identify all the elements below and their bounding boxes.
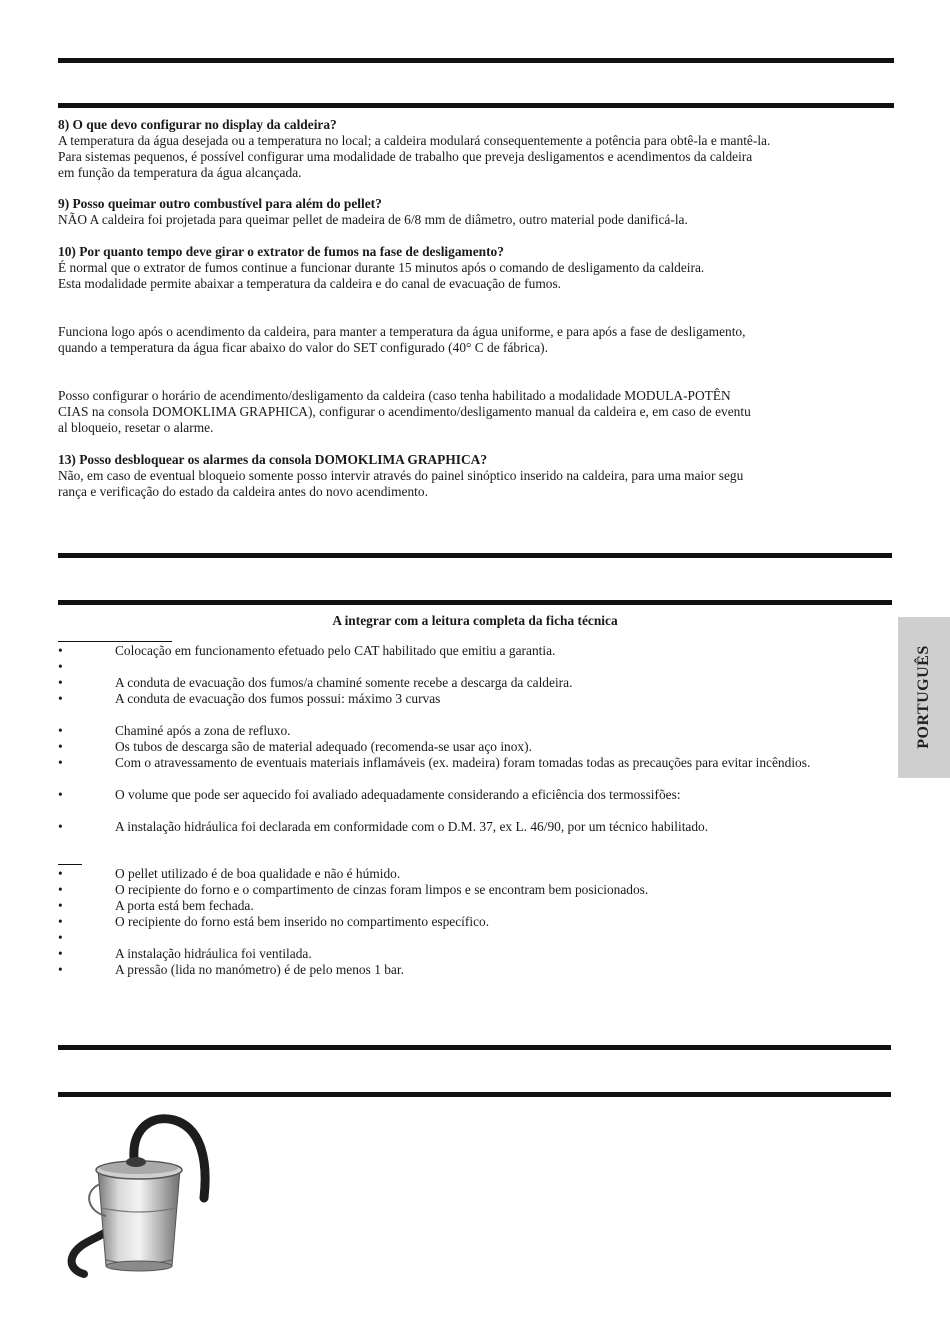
faq-question: 10) Por quanto tempo deve girar o extrator de fumos na fase de desligamento? <box>58 244 504 259</box>
faq-answer-line: A temperatura da água desejada ou a temperatura no local; a caldeira modulará consequentemente a potência para obtê-la e mantê-la. <box>58 133 771 148</box>
checklist-item-text: Com o atravessamento de eventuais materiais inflamáveis (ex. madeira) foram tomadas todas as precauções para evitar incêndios. <box>115 755 811 770</box>
ash-vacuum-illustration <box>62 1112 214 1278</box>
faq-item-12 <box>58 388 893 436</box>
bucket-base <box>106 1261 172 1271</box>
faq-item-13 <box>58 452 893 500</box>
section-rule-top-lower <box>58 103 894 108</box>
subsection-underline-installation <box>58 641 172 642</box>
subsection-underline-use <box>58 864 82 865</box>
bullet: • <box>58 739 63 754</box>
checklist-item-text: O recipiente do forno está bem inserido no compartimento específico. <box>115 914 490 929</box>
checklist-item-text: A porta está bem fechada. <box>115 898 254 913</box>
bullet: • <box>58 866 63 881</box>
bullet: • <box>58 659 63 674</box>
bucket-body <box>98 1170 180 1266</box>
faq-answer-line: NÃO A caldeira foi projetada para queimar pellet de madeira de 6/8 mm de diâmetro, outro material pode danificá-la. <box>58 212 688 227</box>
checklist-item-text: O volume que pode ser aquecido foi avaliado adequadamente considerando a eficiência dos termossifões: <box>115 787 681 802</box>
faq-answer-line: em função da temperatura da água alcançada. <box>58 165 302 180</box>
language-tab-label: PORTUGUÊS <box>915 645 932 749</box>
checklist-item-text: O recipiente do forno e o compartimento de cinzas foram limpos e se encontram bem posicionados. <box>115 882 649 897</box>
bullet: • <box>58 914 63 929</box>
faq-answer-line: Para sistemas pequenos, é possível configurar uma modalidade de trabalho que preveja desligamentos e acendimentos da caldeira <box>58 149 753 164</box>
faq-question: 8) O que devo configurar no display da caldeira? <box>58 117 337 132</box>
checklist-item-text: O pellet utilizado é de boa qualidade e não é húmido. <box>115 866 401 881</box>
faq-answer-line: É normal que o extrator de fumos continue a funcionar durante 15 minutos após o comando de desligamento da caldeira. <box>58 260 705 275</box>
faq-item-11 <box>58 324 893 356</box>
checklist-item-text: Os tubos de descarga são de material adequado (recomenda-se usar aço inox). <box>115 739 532 754</box>
faq-answer-line: quando a temperatura da água ficar abaixo do valor do SET configurado (40° C de fábrica). <box>58 340 548 355</box>
checklist-item-text: A pressão (lida no manómetro) é de pelo menos 1 bar. <box>115 962 404 977</box>
bullet: • <box>58 819 63 834</box>
bullet: • <box>58 755 63 770</box>
bullet: • <box>58 930 63 945</box>
faq-question: 13) Posso desbloquear os alarmes da consola DOMOKLIMA GRAPHICA? <box>58 452 488 467</box>
checklist-title: A integrar com a leitura completa da ficha técnica <box>332 613 618 628</box>
checklist-item-text: A conduta de evacuação dos fumos/a chaminé somente recebe a descarga da caldeira. <box>115 675 573 690</box>
language-tab <box>898 617 950 778</box>
bullet: • <box>58 691 63 706</box>
hose-lower <box>72 1232 106 1274</box>
faq-answer-line: Esta modalidade permite abaixar a temperatura da caldeira e do canal de evacuação de fumos. <box>58 276 562 291</box>
faq-answer-line: Posso configurar o horário de acendimento/desligamento da caldeira (caso tenha habilitado a modalidade MODULA-POTÊN <box>58 388 731 403</box>
faq-item-9 <box>58 196 893 228</box>
faq-answer-line: rança e verificação do estado da caldeira antes do novo acendimento. <box>58 484 428 499</box>
bullet: • <box>58 723 63 738</box>
bullet: • <box>58 787 63 802</box>
faq-item-10 <box>58 244 893 292</box>
faq-answer-line: al bloqueio, resetar o alarme. <box>58 420 214 435</box>
bullet: • <box>58 962 63 977</box>
bullet: • <box>58 675 63 690</box>
bullet: • <box>58 643 63 658</box>
section-rule-accessories-lower <box>58 1092 891 1097</box>
checklist-item-text: A conduta de evacuação dos fumos possui: máximo 3 curvas <box>115 691 441 706</box>
suction-cap <box>126 1157 146 1167</box>
section-rule-accessories-top <box>58 1045 891 1050</box>
bullet: • <box>58 946 63 961</box>
checklist-item-text: A instalação hidráulica foi ventilada. <box>115 946 312 961</box>
checklist-item-text: Colocação em funcionamento efetuado pelo CAT habilitado que emitiu a garantia. <box>115 643 556 658</box>
faq-answer-line: CIAS na consola DOMOKLIMA GRAPHICA), configurar o acendimento/desligamento manual da caldeira e, em caso de eventu <box>58 404 751 419</box>
section-rule-checklist-lower <box>58 600 892 605</box>
checklist-item-text: Chaminé após a zona de refluxo. <box>115 723 291 738</box>
checklist-item-text: A instalação hidráulica foi declarada em conformidade com o D.M. 37, ex L. 46/90, por um técnico habilitado. <box>115 819 709 834</box>
bullet: • <box>58 898 63 913</box>
section-rule-checklist-top <box>58 553 892 558</box>
faq-answer-line: Não, em caso de eventual bloqueio somente posso intervir através do painel sinóptico inserido na caldeira, para uma maior segu <box>58 468 744 483</box>
section-rule-top <box>58 58 894 63</box>
bullet: • <box>58 882 63 897</box>
faq-question: 9) Posso queimar outro combustível para além do pellet? <box>58 196 382 211</box>
faq-answer-line: Funciona logo após o acendimento da caldeira, para manter a temperatura da água uniforme, e para após a fase de desligamento, <box>58 324 746 339</box>
faq-item-8 <box>58 117 893 181</box>
